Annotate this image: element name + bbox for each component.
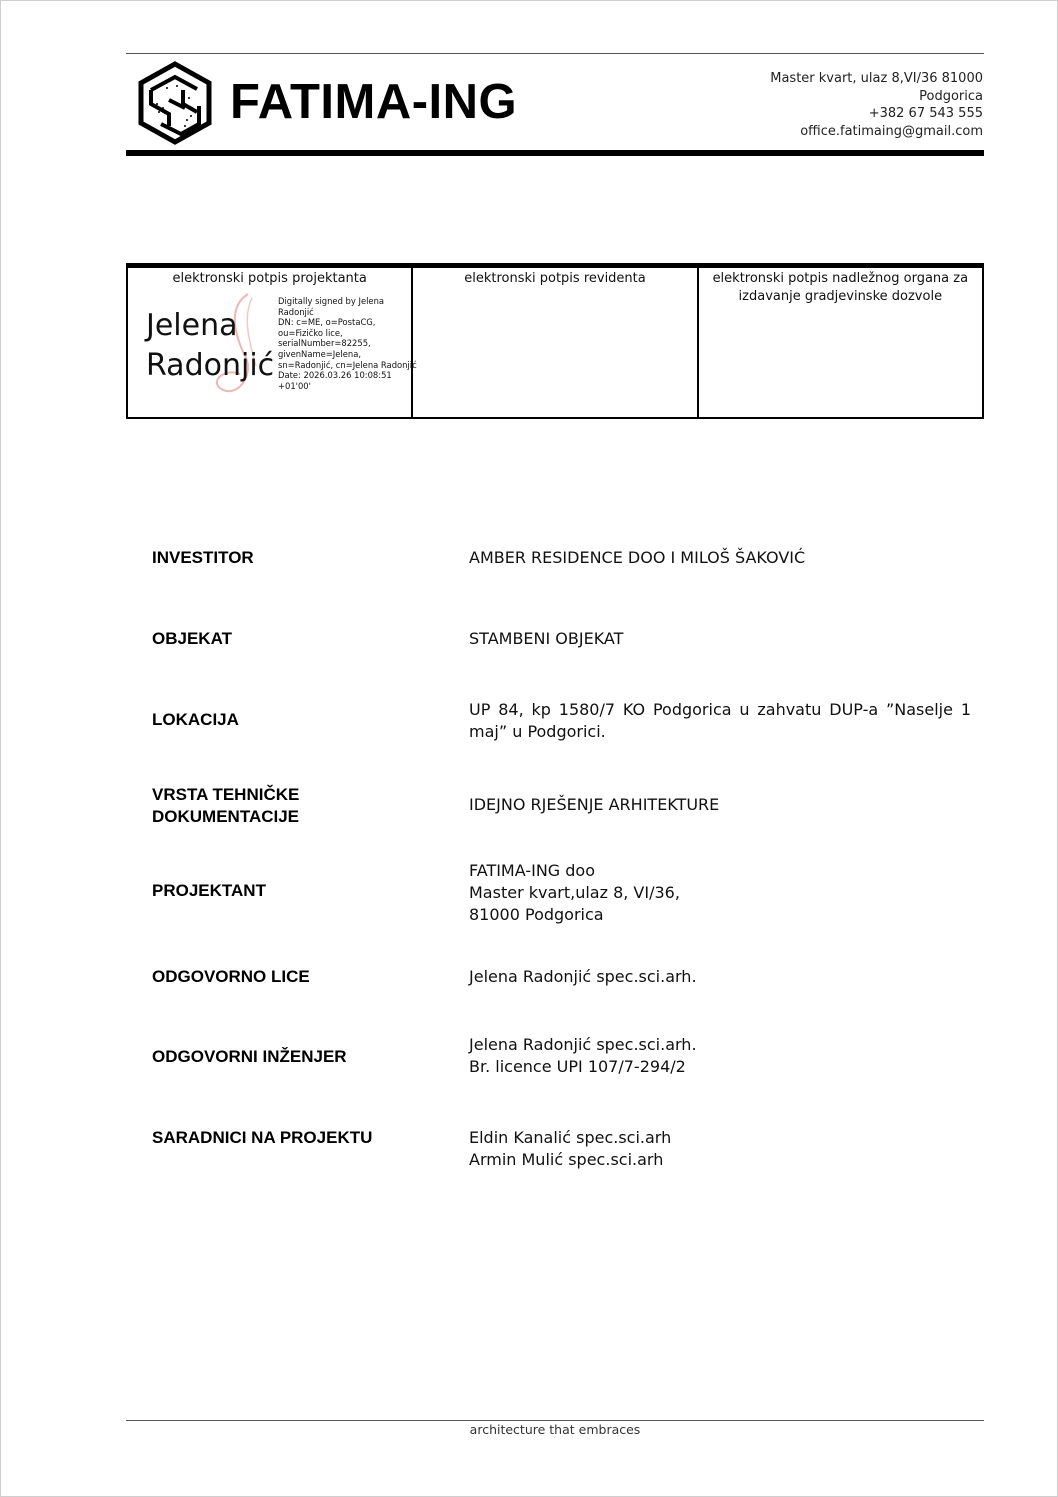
responsible-person-label: ODGOVORNO LICE [152,967,310,986]
doc-type-value-text: IDEJNO RJEŠENJE ARHITEKTURE [469,795,720,814]
investor-value-text: AMBER RESIDENCE DOO I MILOŠ ŠAKOVIĆ [469,548,806,567]
doc-type-value [469,794,971,816]
license-number: Br. licence UPI 107/7-294/2 [469,1057,686,1076]
responsible-engineer-value-line-1: Jelena Radonjić spec.sci.arh. [469,1035,697,1054]
email-address: office.fatimaing@gmail.com [800,123,983,139]
reviewer-signature-cell [413,268,698,417]
signer-name [146,306,274,386]
authority-header-line-1: elektronski potpis nadležnog organa za [712,271,969,286]
investor-value [469,547,971,569]
designer-label: PROJEKTANT [152,881,266,900]
designer-value-line-3: 81000 Podgorica [469,905,604,924]
responsible-person-value [469,966,971,988]
collaborators-value [469,1127,971,1171]
designer-value-line-1: FATIMA-ING doo [469,861,596,880]
designer-signature-header: elektronski potpis projektanta [172,271,367,286]
signer-first-name: Jelena [146,308,238,343]
reviewer-signature-header: elektronski potpis revidenta [464,271,646,286]
location-value-text: UP 84, kp 1580/7 KO Podgorica u zahvatu DUP-a ”Naselje 1 maj” u Podgorici. [469,700,971,741]
footer-tagline: architecture that embraces [469,1422,641,1437]
designer-signature-cell [128,268,417,417]
responsible-engineer-value [469,1034,971,1078]
object-value [469,628,971,650]
designer-value-line-2: Master kvart,ulaz 8, VI/36, [469,883,680,902]
object-label: OBJEKAT [152,629,232,648]
location-label: LOKACIJA [152,710,239,729]
phone-number: +382 67 543 555 [868,106,983,121]
sig-detail-line: sn=Radonjić, cn=Jelena Radonjić [278,359,417,370]
authority-signature-cell [699,268,982,417]
digital-signature-details [278,296,417,391]
designer-value [469,860,971,926]
responsible-person-value-text: Jelena Radonjić spec.sci.arh. [469,967,697,986]
footer-rule [126,1420,984,1421]
sig-detail-line: Date: 2026.03.26 10:08:51 [278,370,392,381]
object-value-text: STAMBENI OBJEKAT [469,629,624,648]
company-contact [770,70,983,140]
responsible-engineer-label: ODGOVORNI INŽENJER [152,1047,347,1066]
collaborator-2: Armin Mulić spec.sci.arh [469,1150,664,1169]
address-line-1: Master kvart, ulaz 8,VI/36 81000 [770,71,983,86]
authority-signature-header [699,268,982,306]
header-top-rule [126,53,984,54]
doc-type-label-line-1: VRSTA TEHNIČKE [152,785,300,804]
sig-detail-line: ou=Fizičko lice, [278,327,343,338]
sig-detail-line: DN: c=ME, o=PostaCG, [278,317,376,328]
collaborator-1: Eldin Kanalić spec.sci.arh [469,1128,672,1147]
sig-detail-line: serialNumber=82255, [278,338,371,349]
doc-type-label-line-2: DOKUMENTACIJE [152,807,300,826]
investor-label: INVESTITOR [152,548,254,567]
company-logo-icon [137,60,213,146]
collaborators-label: SARADNICI NA PROJEKTU [152,1128,373,1147]
location-value [469,699,971,743]
sig-detail-line: Radonjić [278,306,314,317]
authority-header-line-2: izdavanje gradjevinske dozvole [738,289,943,304]
sig-detail-line: Digitally signed by Jelena [278,296,385,306]
signature-table [126,263,984,419]
signer-last-name: Radonjić [146,348,275,383]
doc-type-label [152,784,442,828]
company-name: FATIMA-ING [230,75,518,129]
address-line-2: Podgorica [919,88,983,104]
sig-detail-line: +01'00' [278,380,311,391]
sig-detail-line: givenName=Jelena, [278,348,361,359]
header-bottom-rule [126,150,984,156]
